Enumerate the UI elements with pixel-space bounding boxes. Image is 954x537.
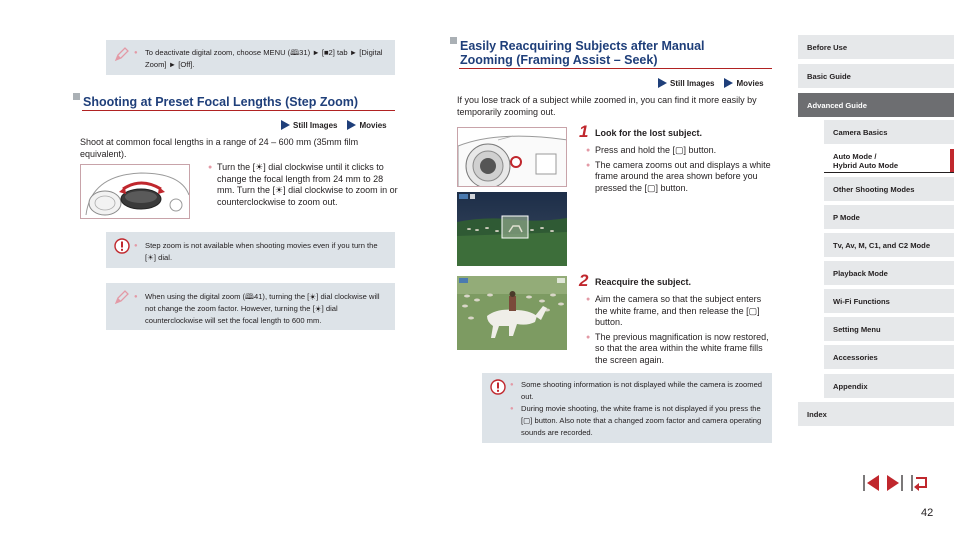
previous-page-icon[interactable] — [860, 472, 882, 494]
mode-badge-still — [658, 78, 714, 88]
step-2-bullet: ● Aim the camera so that the subject enters the white frame, and then release the [▢] button. — [586, 294, 776, 329]
digital-zoom-memo-note — [106, 40, 395, 75]
note-item: ● Some shooting information is not displayed while the camera is zoomed out. — [510, 379, 766, 403]
section-marker — [450, 37, 457, 44]
pencil-icon — [114, 289, 130, 305]
nav-label-line: Auto Mode / — [833, 151, 877, 161]
mode-label: Movies — [359, 120, 387, 130]
nav-label: Accessories — [833, 352, 878, 362]
step-zoom-intro: Shoot at common focal lengths in a range of 24 – 600 mm (35mm film equivalent). — [80, 137, 359, 159]
framing-assist-intro: If you lose track of a subject while zoomed in, you can find it more easily by temporarily zooming out. — [457, 95, 757, 117]
step-zoom-bullet: ● Turn the [☀] dial clockwise until it clicks to change the focal length from 24 mm to 28 mm. Turn the [☀] dial clockwise to zoom in or counterclockwise to zoom out. — [208, 162, 398, 208]
nav-basic-guide[interactable] — [798, 64, 954, 88]
nav-playback-mode[interactable] — [824, 261, 954, 285]
nav-label: P Mode — [833, 212, 860, 222]
title-line-1: Easily Reacquiring Subjects after Manual — [460, 39, 705, 53]
nav-label: Before Use — [807, 42, 848, 52]
nav-label: Basic Guide — [807, 71, 851, 81]
mode-label: Still Images — [670, 78, 715, 88]
mode-label: Still Images — [293, 120, 338, 130]
nav-auto-mode[interactable] — [824, 149, 954, 173]
nav-wifi-functions[interactable] — [824, 289, 954, 313]
landscape-frame-photo — [457, 192, 567, 266]
note-item: ● During movie shooting, the white frame is not displayed if you press the [▢] button. Also note that a changed zoom factor and camera operating sounds are recorded. — [510, 403, 766, 439]
section-title-step-zoom: Shooting at Preset Focal Lengths (Step Zoom) — [83, 95, 359, 109]
nav-label: Camera Basics — [833, 127, 888, 137]
mode-badge-still — [281, 120, 337, 130]
nav-label: Playback Mode — [833, 268, 888, 278]
page-navigation — [860, 472, 930, 494]
nav-tv-av-m-mode[interactable] — [824, 233, 954, 257]
title-line-2: Zooming (Framing Assist – Seek) — [460, 53, 658, 67]
camera-top-drawing — [81, 165, 190, 219]
return-icon[interactable] — [908, 472, 930, 494]
nav-advanced-guide[interactable] — [798, 93, 954, 117]
framing-assist-caution-note — [482, 373, 772, 443]
mode-badge-movies — [347, 120, 386, 130]
section-marker — [73, 93, 80, 100]
nav-other-shooting-modes[interactable] — [824, 177, 954, 201]
step-2-bullets — [586, 294, 776, 369]
nav-appendix[interactable] — [824, 374, 954, 398]
nav-label: Wi-Fi Functions — [833, 296, 890, 306]
triangle-icon — [281, 120, 290, 130]
step-number-1: 1 — [579, 122, 589, 141]
step-zoom-caution-note — [106, 232, 395, 268]
nav-accessories[interactable] — [824, 345, 954, 369]
note-item: ● To deactivate digital zoom, choose MENU (🕮31) ► [■2] tab ► [Digital Zoom] ► [Off]. — [134, 47, 389, 71]
nav-label: Advanced Guide — [807, 100, 867, 110]
nav-index[interactable] — [798, 402, 954, 426]
step-1-title: Look for the lost subject. — [595, 128, 703, 138]
next-page-icon[interactable] — [884, 472, 906, 494]
mode-badge-movies — [724, 78, 763, 88]
mode-label: Movies — [736, 78, 764, 88]
step-1-bullet: ● Press and hold the [▢] button. — [586, 145, 771, 157]
step-number-2: 2 — [579, 271, 589, 290]
pencil-icon — [114, 46, 130, 62]
step-2-title: Reacquire the subject. — [595, 277, 692, 287]
step-zoom-bullets — [208, 162, 398, 211]
nav-label: Appendix — [833, 381, 868, 391]
nav-label: Other Shooting Modes — [833, 184, 915, 194]
triangle-icon — [724, 78, 733, 88]
nav-label-line: Hybrid Auto Mode — [833, 160, 899, 170]
nav-setting-menu[interactable] — [824, 317, 954, 341]
triangle-icon — [658, 78, 667, 88]
nav-label — [833, 152, 898, 170]
zoomed-in-subject-photo — [457, 276, 567, 350]
digital-zoom-dial-memo-note — [106, 283, 395, 330]
section-title-framing-assist — [460, 39, 780, 67]
note-item: ● When using the digital zoom (🕮41), turning the [☀] dial clockwise will not change the zoom factor. However, turning the [☀] dial counterclockwise will set the focal length to 600 mm. — [134, 291, 389, 327]
step-1-bullet: ● The camera zooms out and displays a white frame around the area shown before you pressed the [▢] button. — [586, 160, 771, 195]
page-number: 42 — [921, 507, 934, 519]
nav-label: Setting Menu — [833, 324, 881, 334]
nav-camera-basics[interactable] — [824, 120, 954, 144]
rider-photo — [457, 276, 567, 350]
nav-label: Index — [807, 409, 827, 419]
section-rule — [82, 110, 395, 111]
caution-icon — [114, 238, 130, 254]
step-1-bullets — [586, 145, 771, 197]
nav-label: Tv, Av, M, C1, and C2 Mode — [833, 240, 931, 250]
zoomed-out-scene-photo — [457, 192, 567, 266]
camera-dial-illustration — [80, 164, 190, 219]
mode-badges — [281, 120, 387, 130]
camera-front-drawing — [458, 128, 567, 187]
section-rule — [459, 68, 772, 69]
note-item: ● Step zoom is not available when shooting movies even if you turn the [☀] dial. — [134, 240, 389, 264]
mode-badges — [658, 78, 764, 88]
step-2-bullet: ● The previous magnification is now restored, so that the area within the white frame fills the screen again. — [586, 332, 776, 367]
nav-p-mode[interactable] — [824, 205, 954, 229]
triangle-icon — [347, 120, 356, 130]
caution-icon — [490, 379, 506, 395]
camera-front-illustration — [457, 127, 567, 187]
nav-before-use[interactable] — [798, 35, 954, 59]
